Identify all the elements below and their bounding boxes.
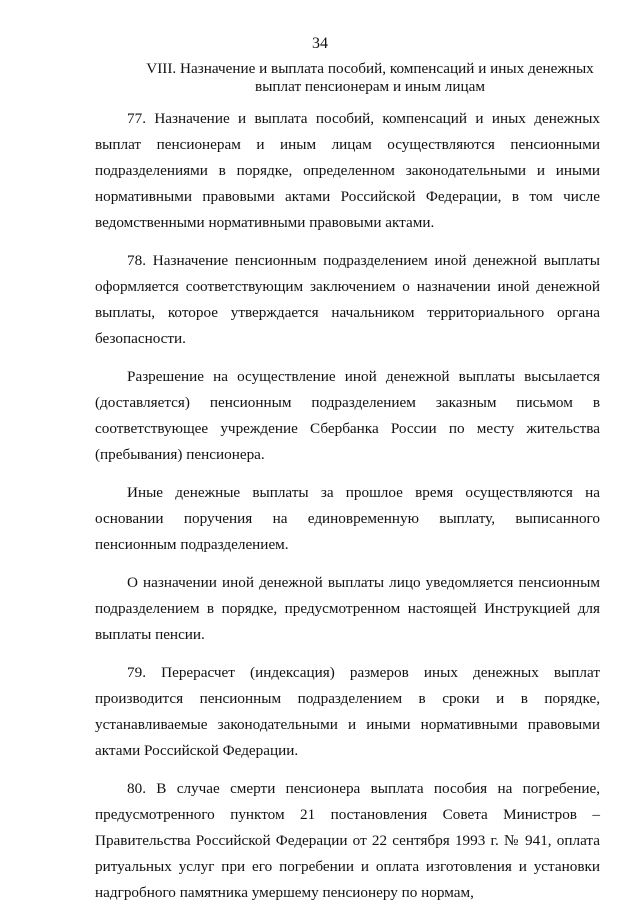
- paragraph-77: 77. Назначение и выплата пособий, компенсаций и иных денежных выплат пенсионерам и иным лицам осуществляются пенсионными подразделениями в порядке, определенном законодательными и иными нормативными правовыми актами Российской Федерации, в том числе ведомственными нормативными правовыми актами.: [95, 110, 600, 231]
- page-number: 34: [312, 35, 328, 52]
- paragraph-78-permission: Разрешение на осуществление иной денежной выплаты высылается (доставляется) пенсионным подразделением заказным письмом в соответствующее учреждение Сбербанка России по месту жительства (пребывания) пенсионера.: [95, 368, 600, 463]
- paragraph-79: 79. Перерасчет (индексация) размеров иных денежных выплат производится пенсионным подразделением в сроки и в порядке, устанавливаемые законодательными и иными нормативными правовыми актами Российской Федерации.: [95, 664, 600, 759]
- paragraph-78-notification: О назначении иной денежной выплаты лицо уведомляется пенсионным подразделением в порядке, предусмотренном настоящей Инструкцией для выплаты пенсии.: [95, 574, 600, 643]
- paragraph-78: 78. Назначение пенсионным подразделением иной денежной выплаты оформляется соответствующим заключением о назначении иной денежной выплаты, которое утверждается начальником территориального органа безопасности.: [95, 252, 600, 347]
- paragraph-80: 80. В случае смерти пенсионера выплата пособия на погребение, предусмотренного пунктом 21 постановления Совета Министров – Правительства Российской Федерации от 22 сентября 1993 г. № 941, оплата ритуальных услуг при его погребении и оплата изготовления и установки надгробного памятника умершему пенсионеру по нормам,: [95, 780, 600, 901]
- section-heading: VIII. Назначение и выплата пособий, компенсаций и иных денежных выплат пенсионерам и иным лицам: [146, 60, 594, 95]
- document-body: [95, 106, 600, 906]
- paragraph-78-past-payments: Иные денежные выплаты за прошлое время осуществляются на основании поручения на единовременную выплату, выписанного пенсионным подразделением.: [95, 484, 600, 553]
